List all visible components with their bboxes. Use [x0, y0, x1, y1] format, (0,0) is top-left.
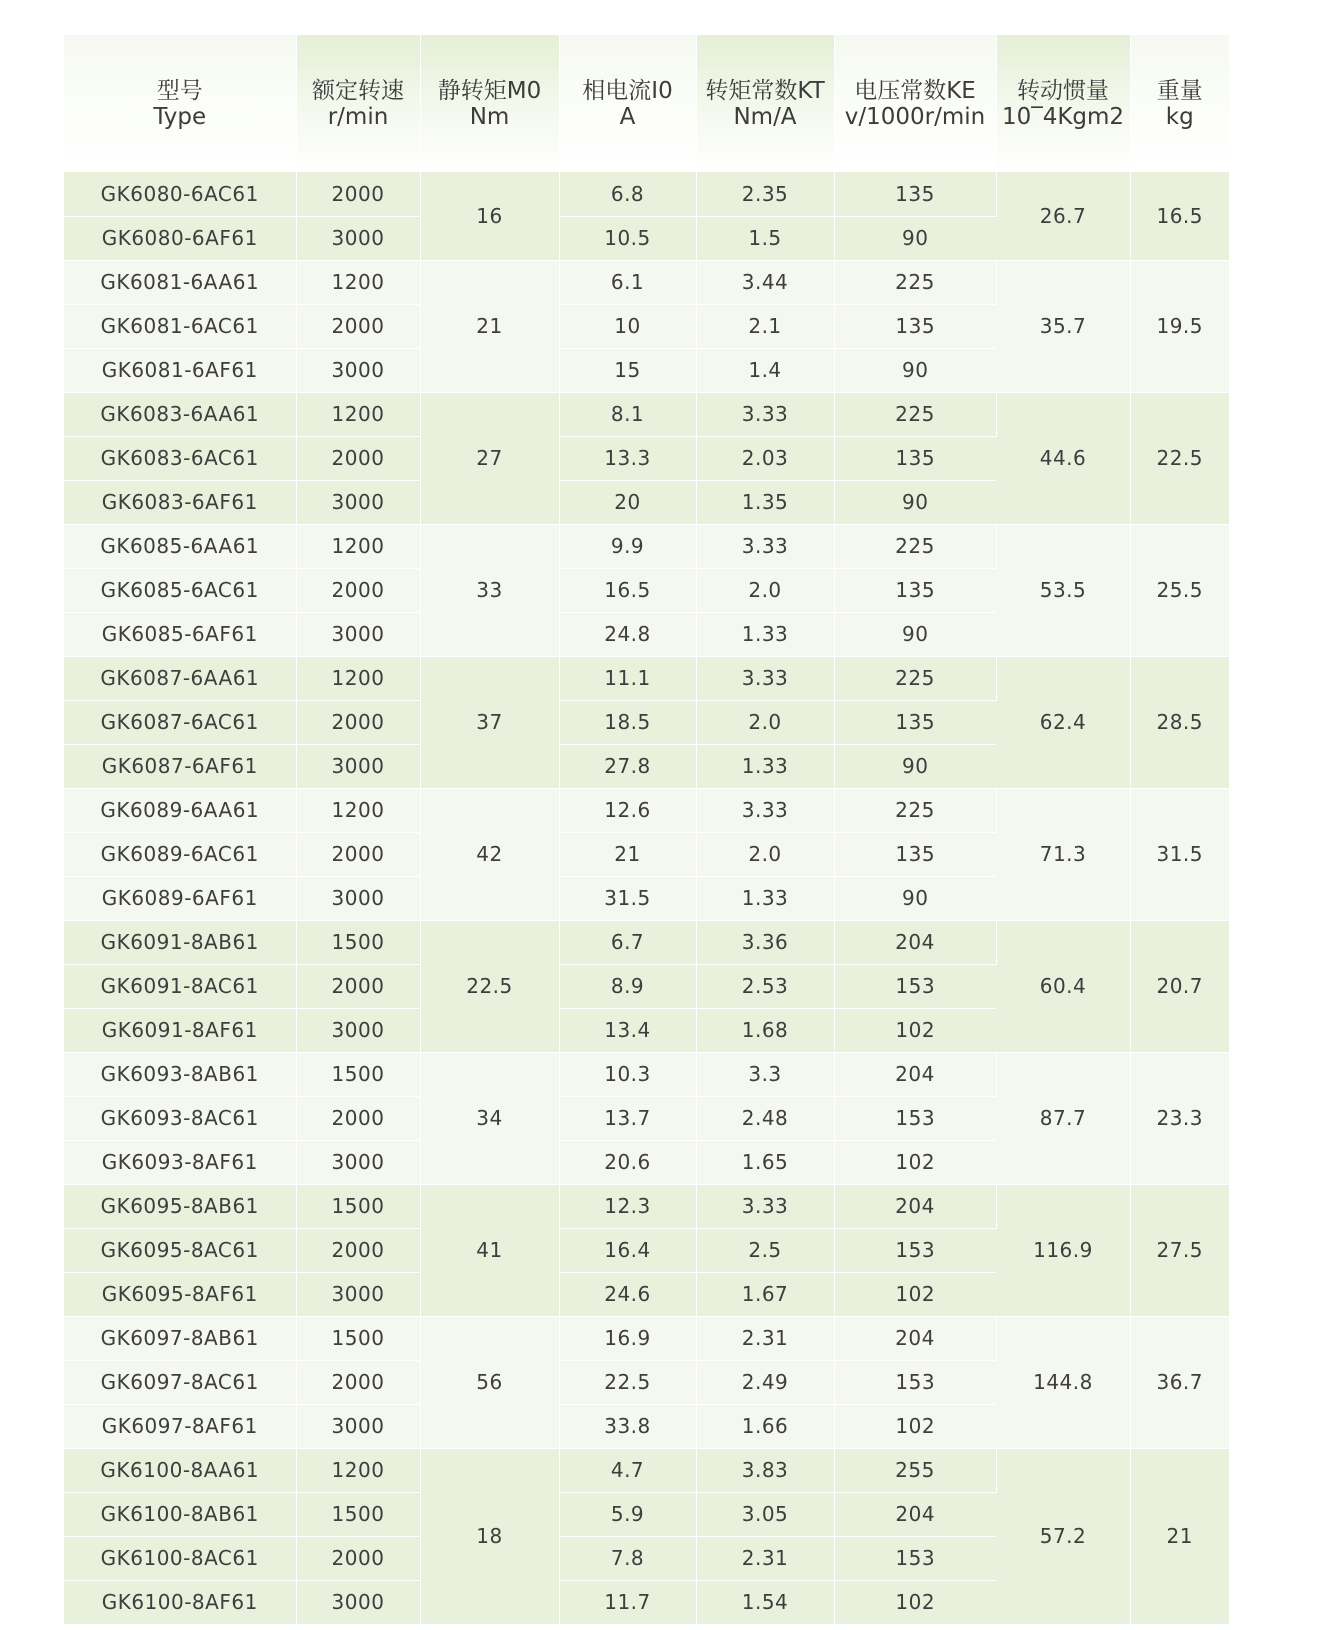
phase-current-cell: 16.9 — [559, 1316, 696, 1360]
rated-speed-cell: 3000 — [296, 480, 420, 524]
weight-cell: 27.5 — [1130, 1184, 1229, 1316]
voltage-constant-cell: 135 — [834, 832, 996, 876]
header-static-torque-unit: Nm — [469, 103, 510, 130]
rated-speed-cell: 1500 — [296, 1052, 420, 1096]
phase-current-cell: 18.5 — [559, 700, 696, 744]
voltage-constant-cell: 153 — [834, 964, 996, 1008]
weight-cell: 28.5 — [1130, 656, 1229, 788]
rated-speed-cell: 3000 — [296, 1272, 420, 1316]
rated-speed-cell: 3000 — [296, 1008, 420, 1052]
voltage-constant-cell: 90 — [834, 216, 996, 260]
torque-constant-cell: 2.31 — [696, 1536, 834, 1580]
weight-cell: 19.5 — [1130, 260, 1229, 392]
voltage-constant-cell: 255 — [834, 1448, 996, 1492]
static-torque-cell: 33 — [420, 524, 559, 656]
inertia-cell: 60.4 — [996, 920, 1130, 1052]
rated-speed-cell: 2000 — [296, 832, 420, 876]
torque-constant-cell: 1.54 — [696, 1580, 834, 1624]
model-cell: GK6080-6AC61 — [64, 172, 296, 216]
motor-group — [64, 1316, 1229, 1448]
table-row — [64, 1184, 1229, 1228]
table-row — [64, 260, 1229, 304]
model-cell: GK6083-6AA61 — [64, 392, 296, 436]
model-cell: GK6085-6AF61 — [64, 612, 296, 656]
rated-speed-cell: 1500 — [296, 1184, 420, 1228]
weight-cell: 20.7 — [1130, 920, 1229, 1052]
header-phase-current — [559, 35, 696, 172]
header-torque-constant — [696, 35, 834, 172]
rated-speed-cell: 2000 — [296, 964, 420, 1008]
rated-speed-cell: 3000 — [296, 612, 420, 656]
inertia-cell: 144.8 — [996, 1316, 1130, 1448]
rated-speed-cell: 1200 — [296, 788, 420, 832]
rated-speed-cell: 1200 — [296, 1448, 420, 1492]
table-row — [64, 1316, 1229, 1360]
phase-current-cell: 31.5 — [559, 876, 696, 920]
voltage-constant-cell: 90 — [834, 876, 996, 920]
table-row — [64, 788, 1229, 832]
voltage-constant-cell: 90 — [834, 612, 996, 656]
header-phase-current-cn: 相电流I0 — [582, 77, 673, 104]
model-cell: GK6083-6AC61 — [64, 436, 296, 480]
phase-current-cell: 6.1 — [559, 260, 696, 304]
model-cell: GK6083-6AF61 — [64, 480, 296, 524]
model-cell: GK6081-6AA61 — [64, 260, 296, 304]
rated-speed-cell: 2000 — [296, 1096, 420, 1140]
model-cell: GK6085-6AA61 — [64, 524, 296, 568]
torque-constant-cell: 3.44 — [696, 260, 834, 304]
torque-constant-cell: 3.3 — [696, 1052, 834, 1096]
rated-speed-cell: 1200 — [296, 656, 420, 700]
header-rated-speed-cn: 额定转速 — [312, 77, 404, 104]
table-row — [64, 392, 1229, 436]
phase-current-cell: 6.8 — [559, 172, 696, 216]
rated-speed-cell: 3000 — [296, 1404, 420, 1448]
header-static-torque — [420, 35, 559, 172]
voltage-constant-cell: 225 — [834, 392, 996, 436]
rated-speed-cell: 1500 — [296, 920, 420, 964]
motor-group — [64, 392, 1229, 524]
phase-current-cell: 24.8 — [559, 612, 696, 656]
rated-speed-cell: 1200 — [296, 392, 420, 436]
model-cell: GK6080-6AF61 — [64, 216, 296, 260]
voltage-constant-cell: 225 — [834, 656, 996, 700]
torque-constant-cell: 1.5 — [696, 216, 834, 260]
voltage-constant-cell: 90 — [834, 744, 996, 788]
inertia-cell: 26.7 — [996, 172, 1130, 260]
phase-current-cell: 12.6 — [559, 788, 696, 832]
voltage-constant-cell: 153 — [834, 1096, 996, 1140]
phase-current-cell: 15 — [559, 348, 696, 392]
header-inertia-unit: 10‾4Kgm2 — [1001, 103, 1125, 130]
torque-constant-cell: 2.31 — [696, 1316, 834, 1360]
header-torque-constant-cn: 转矩常数KT — [705, 77, 825, 104]
phase-current-cell: 12.3 — [559, 1184, 696, 1228]
rated-speed-cell: 2000 — [296, 172, 420, 216]
static-torque-cell: 22.5 — [420, 920, 559, 1052]
torque-constant-cell: 2.1 — [696, 304, 834, 348]
phase-current-cell: 8.1 — [559, 392, 696, 436]
model-cell: GK6093-8AB61 — [64, 1052, 296, 1096]
voltage-constant-cell: 135 — [834, 568, 996, 612]
table-row — [64, 524, 1229, 568]
torque-constant-cell: 3.33 — [696, 392, 834, 436]
voltage-constant-cell: 225 — [834, 260, 996, 304]
torque-constant-cell: 1.35 — [696, 480, 834, 524]
static-torque-cell: 16 — [420, 172, 559, 260]
weight-cell: 25.5 — [1130, 524, 1229, 656]
voltage-constant-cell: 204 — [834, 1052, 996, 1096]
model-cell: GK6095-8AB61 — [64, 1184, 296, 1228]
phase-current-cell: 10.5 — [559, 216, 696, 260]
model-cell: GK6085-6AC61 — [64, 568, 296, 612]
model-cell: GK6097-8AF61 — [64, 1404, 296, 1448]
phase-current-cell: 11.1 — [559, 656, 696, 700]
phase-current-cell: 20.6 — [559, 1140, 696, 1184]
torque-constant-cell: 1.67 — [696, 1272, 834, 1316]
weight-cell: 21 — [1130, 1448, 1229, 1624]
phase-current-cell: 11.7 — [559, 1580, 696, 1624]
phase-current-cell: 13.3 — [559, 436, 696, 480]
voltage-constant-cell: 102 — [834, 1272, 996, 1316]
weight-cell: 16.5 — [1130, 172, 1229, 260]
phase-current-cell: 13.7 — [559, 1096, 696, 1140]
motor-group — [64, 1448, 1229, 1624]
voltage-constant-cell: 135 — [834, 436, 996, 480]
header-static-torque-cn: 静转矩M0 — [437, 77, 542, 104]
model-cell: GK6093-8AC61 — [64, 1096, 296, 1140]
model-cell: GK6100-8AB61 — [64, 1492, 296, 1536]
table-header — [64, 35, 1229, 172]
rated-speed-cell: 2000 — [296, 568, 420, 612]
phase-current-cell: 10 — [559, 304, 696, 348]
phase-current-cell: 21 — [559, 832, 696, 876]
motor-group — [64, 172, 1229, 260]
phase-current-cell: 8.9 — [559, 964, 696, 1008]
phase-current-cell: 22.5 — [559, 1360, 696, 1404]
rated-speed-cell: 2000 — [296, 1228, 420, 1272]
phase-current-cell: 16.5 — [559, 568, 696, 612]
rated-speed-cell: 3000 — [296, 1580, 420, 1624]
table-row — [64, 920, 1229, 964]
voltage-constant-cell: 225 — [834, 524, 996, 568]
static-torque-cell: 21 — [420, 260, 559, 392]
model-cell: GK6087-6AC61 — [64, 700, 296, 744]
phase-current-cell: 13.4 — [559, 1008, 696, 1052]
voltage-constant-cell: 225 — [834, 788, 996, 832]
torque-constant-cell: 3.05 — [696, 1492, 834, 1536]
voltage-constant-cell: 102 — [834, 1008, 996, 1052]
model-cell: GK6095-8AF61 — [64, 1272, 296, 1316]
rated-speed-cell: 2000 — [296, 1360, 420, 1404]
torque-constant-cell: 3.36 — [696, 920, 834, 964]
static-torque-cell: 41 — [420, 1184, 559, 1316]
voltage-constant-cell: 204 — [834, 1184, 996, 1228]
header-type — [64, 35, 296, 172]
model-cell: GK6097-8AC61 — [64, 1360, 296, 1404]
torque-constant-cell: 2.0 — [696, 568, 834, 612]
voltage-constant-cell: 153 — [834, 1360, 996, 1404]
torque-constant-cell: 1.4 — [696, 348, 834, 392]
phase-current-cell: 24.6 — [559, 1272, 696, 1316]
motor-group — [64, 920, 1229, 1052]
voltage-constant-cell: 135 — [834, 172, 996, 216]
motor-group — [64, 260, 1229, 392]
model-cell: GK6100-8AF61 — [64, 1580, 296, 1624]
model-cell: GK6095-8AC61 — [64, 1228, 296, 1272]
voltage-constant-cell: 102 — [834, 1140, 996, 1184]
rated-speed-cell: 1500 — [296, 1316, 420, 1360]
torque-constant-cell: 2.49 — [696, 1360, 834, 1404]
static-torque-cell: 56 — [420, 1316, 559, 1448]
table-row — [64, 1052, 1229, 1096]
torque-constant-cell: 1.33 — [696, 876, 834, 920]
header-voltage-constant-unit: v/1000r/min — [844, 103, 986, 130]
model-cell: GK6091-8AC61 — [64, 964, 296, 1008]
header-voltage-constant — [834, 35, 996, 172]
voltage-constant-cell: 204 — [834, 1492, 996, 1536]
motor-spec-table — [64, 35, 1229, 1625]
voltage-constant-cell: 102 — [834, 1580, 996, 1624]
rated-speed-cell: 3000 — [296, 348, 420, 392]
spec-table-container — [64, 35, 1229, 1625]
header-inertia — [996, 35, 1130, 172]
phase-current-cell: 7.8 — [559, 1536, 696, 1580]
inertia-cell: 71.3 — [996, 788, 1130, 920]
phase-current-cell: 9.9 — [559, 524, 696, 568]
torque-constant-cell: 3.33 — [696, 524, 834, 568]
header-torque-constant-unit: Nm/A — [733, 103, 797, 130]
weight-cell: 23.3 — [1130, 1052, 1229, 1184]
model-cell: GK6091-8AB61 — [64, 920, 296, 964]
voltage-constant-cell: 135 — [834, 700, 996, 744]
rated-speed-cell: 2000 — [296, 700, 420, 744]
voltage-constant-cell: 135 — [834, 304, 996, 348]
rated-speed-cell: 2000 — [296, 436, 420, 480]
torque-constant-cell: 2.48 — [696, 1096, 834, 1140]
torque-constant-cell: 3.33 — [696, 656, 834, 700]
static-torque-cell: 37 — [420, 656, 559, 788]
model-cell: GK6081-6AC61 — [64, 304, 296, 348]
static-torque-cell: 42 — [420, 788, 559, 920]
model-cell: GK6087-6AF61 — [64, 744, 296, 788]
inertia-cell: 44.6 — [996, 392, 1130, 524]
phase-current-cell: 4.7 — [559, 1448, 696, 1492]
model-cell: GK6100-8AC61 — [64, 1536, 296, 1580]
model-cell: GK6097-8AB61 — [64, 1316, 296, 1360]
table-row — [64, 1448, 1229, 1492]
header-rated-speed — [296, 35, 420, 172]
model-cell: GK6089-6AC61 — [64, 832, 296, 876]
header-type-cn: 型号 — [156, 77, 203, 104]
header-inertia-cn: 转动惯量 — [1017, 77, 1109, 104]
torque-constant-cell: 1.33 — [696, 744, 834, 788]
header-type-en: Type — [153, 103, 207, 130]
rated-speed-cell: 3000 — [296, 744, 420, 788]
motor-group — [64, 656, 1229, 788]
rated-speed-cell: 1200 — [296, 260, 420, 304]
weight-cell: 31.5 — [1130, 788, 1229, 920]
motor-group — [64, 524, 1229, 656]
torque-constant-cell: 2.53 — [696, 964, 834, 1008]
torque-constant-cell: 3.33 — [696, 1184, 834, 1228]
model-cell: GK6081-6AF61 — [64, 348, 296, 392]
static-torque-cell: 18 — [420, 1448, 559, 1624]
table-row — [64, 172, 1229, 216]
weight-cell: 36.7 — [1130, 1316, 1229, 1448]
motor-group — [64, 1184, 1229, 1316]
rated-speed-cell: 2000 — [296, 1536, 420, 1580]
model-cell: GK6087-6AA61 — [64, 656, 296, 700]
header-rated-speed-unit: r/min — [327, 103, 389, 130]
voltage-constant-cell: 102 — [834, 1404, 996, 1448]
weight-cell: 22.5 — [1130, 392, 1229, 524]
phase-current-cell: 5.9 — [559, 1492, 696, 1536]
torque-constant-cell: 2.35 — [696, 172, 834, 216]
motor-group — [64, 1052, 1229, 1184]
voltage-constant-cell: 90 — [834, 480, 996, 524]
inertia-cell: 53.5 — [996, 524, 1130, 656]
phase-current-cell: 27.8 — [559, 744, 696, 788]
torque-constant-cell: 1.66 — [696, 1404, 834, 1448]
voltage-constant-cell: 204 — [834, 1316, 996, 1360]
inertia-cell: 35.7 — [996, 260, 1130, 392]
voltage-constant-cell: 153 — [834, 1228, 996, 1272]
torque-constant-cell: 3.83 — [696, 1448, 834, 1492]
torque-constant-cell: 1.65 — [696, 1140, 834, 1184]
rated-speed-cell: 1200 — [296, 524, 420, 568]
voltage-constant-cell: 90 — [834, 348, 996, 392]
phase-current-cell: 10.3 — [559, 1052, 696, 1096]
rated-speed-cell: 1500 — [296, 1492, 420, 1536]
rated-speed-cell: 2000 — [296, 304, 420, 348]
torque-constant-cell: 1.33 — [696, 612, 834, 656]
rated-speed-cell: 3000 — [296, 1140, 420, 1184]
inertia-cell: 116.9 — [996, 1184, 1130, 1316]
voltage-constant-cell: 153 — [834, 1536, 996, 1580]
torque-constant-cell: 2.03 — [696, 436, 834, 480]
phase-current-cell: 6.7 — [559, 920, 696, 964]
motor-group — [64, 788, 1229, 920]
model-cell: GK6091-8AF61 — [64, 1008, 296, 1052]
voltage-constant-cell: 204 — [834, 920, 996, 964]
static-torque-cell: 27 — [420, 392, 559, 524]
model-cell: GK6093-8AF61 — [64, 1140, 296, 1184]
phase-current-cell: 20 — [559, 480, 696, 524]
phase-current-cell: 33.8 — [559, 1404, 696, 1448]
rated-speed-cell: 3000 — [296, 876, 420, 920]
inertia-cell: 62.4 — [996, 656, 1130, 788]
torque-constant-cell: 1.68 — [696, 1008, 834, 1052]
table-row — [64, 656, 1229, 700]
header-voltage-constant-cn: 电压常数KE — [854, 77, 976, 104]
static-torque-cell: 34 — [420, 1052, 559, 1184]
header-weight — [1130, 35, 1229, 172]
header-weight-cn: 重量 — [1156, 77, 1203, 104]
model-cell: GK6089-6AA61 — [64, 788, 296, 832]
header-row — [64, 35, 1229, 172]
torque-constant-cell: 2.0 — [696, 700, 834, 744]
torque-constant-cell: 3.33 — [696, 788, 834, 832]
header-phase-current-unit: A — [619, 103, 636, 130]
inertia-cell: 57.2 — [996, 1448, 1130, 1624]
rated-speed-cell: 3000 — [296, 216, 420, 260]
torque-constant-cell: 2.0 — [696, 832, 834, 876]
torque-constant-cell: 2.5 — [696, 1228, 834, 1272]
phase-current-cell: 16.4 — [559, 1228, 696, 1272]
model-cell: GK6089-6AF61 — [64, 876, 296, 920]
model-cell: GK6100-8AA61 — [64, 1448, 296, 1492]
header-weight-unit: kg — [1165, 103, 1194, 130]
inertia-cell: 87.7 — [996, 1052, 1130, 1184]
